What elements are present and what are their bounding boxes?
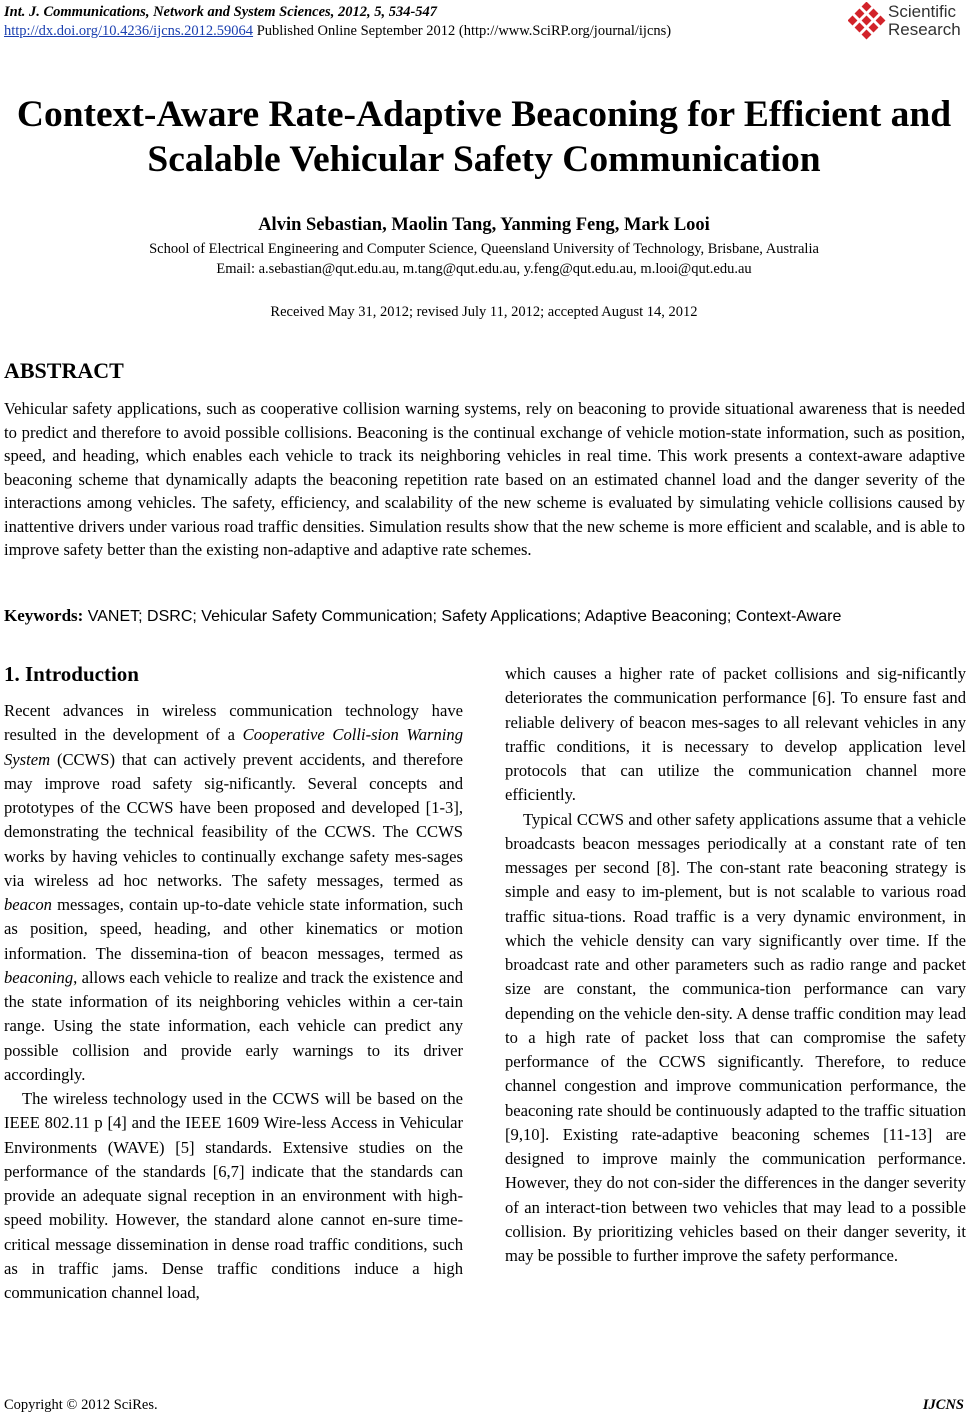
emphasis-beacon: beacon xyxy=(4,895,52,914)
doi-link[interactable]: http://dx.doi.org/10.4236/ijcns.2012.59064 xyxy=(4,23,254,39)
author-emails: Email: a.sebastian@qut.edu.au, m.tang@qut.edu.au, y.feng@qut.edu.au, m.looi@qut.edu.au xyxy=(216,261,752,277)
journal-volume: , 2012, 5, 534-547 xyxy=(330,4,438,20)
paper-title-line2: Scalable Vehicular Safety Communication xyxy=(147,139,821,180)
copyright: Copyright © 2012 SciRes. xyxy=(4,1397,158,1413)
logo-text-research: Research xyxy=(888,20,961,39)
authors: Alvin Sebastian, Maolin Tang, Yanming Feng, Mark Looi xyxy=(258,215,710,235)
right-column xyxy=(505,662,966,1268)
text-run: messages, contain up-to-date vehicle state information, such as position, speed, heading, and other kinematics or motion information. The dissemina-tion of beacon messages, termed as xyxy=(4,895,463,963)
emphasis-ccws: Cooperative Colli-sion Warning System xyxy=(4,725,463,769)
intro-paragraph-3: which causes a higher rate of packet collisions and sig-nificantly deteriorates the communication performance [6]. To ensure fast and reliable delivery of beacon mes-sages to all relevant vehicles in any traffic conditions, it is necessary to develop application level protocols that can utilize the communication channel more efficiently. xyxy=(505,664,966,805)
text-run: , allows each vehicle to realize and track the existence and the state information of its neighboring vehicles within a cer-tain range. Using the state information, each vehicle can predict any possible collision and provide early warnings to its driver accordingly. xyxy=(4,967,463,1084)
scientific-research-logo xyxy=(848,2,966,40)
publication-line xyxy=(4,21,671,41)
intro-paragraph-4: Typical CCWS and other safety applications assume that a vehicle broadcasts beacon messages periodically at a constant rate of ten messages per second [8]. The con-stant rate beaconing strategy is simple and easy to im-plement, but is not scalable to various road traffic situa-tions. Road traffic is a very dynamic environment, in which the vehicle density can vary significantly over time. If the broadcast rate and other parameters such as radio range and packet size are constant, the communica-tion performance can vary depending on the vehicle den-sity. A dense traffic condition may lead to a high rate of packet loss that can compromise the safety performance of the CCWS significantly. Therefore, to reduce channel congestion and improve communication performance, the beaconing rate should be continuously adapted to the traffic situation [9,10]. Existing rate-adaptive beaconing schemes [11-13] are designed to improve mainly the communication performance. However, they do not con-sider the differences in the danger severity of an interact-tion between two vehicles that may lead to a possible collision. By prioritizing vehicles based on their danger severity, it may be possible to further improve the safety performance. xyxy=(505,809,966,1265)
intro-paragraph-1 xyxy=(4,699,463,1087)
journal-abbreviation: IJCNS xyxy=(922,1397,964,1413)
abstract-heading: ABSTRACT xyxy=(4,358,124,383)
logo-text-scientific: Scientific xyxy=(888,2,957,21)
received-dates: Received May 31, 2012; revised July 11, 2012; accepted August 14, 2012 xyxy=(270,304,698,320)
text-run: (CCWS) that can actively prevent accidents, and therefore may improve road safety sig-nificantly. Several concepts and prototypes of the CCWS have been proposed and developed [1-3], demonstrating the technical feasibility of the CCWS. The CCWS works by having vehicles to continually exchange safety mes-sages via wireless ad hoc networks. The safety messages, termed as xyxy=(4,749,463,890)
keywords-list: VANET; DSRC; Vehicular Safety Communication; Safety Applications; Adaptive Beaconing; Context-Aware xyxy=(83,608,842,625)
affiliation: School of Electrical Engineering and Computer Science, Queensland University of Technology, Brisbane, Australia xyxy=(149,241,819,257)
abstract-text: Vehicular safety applications, such as cooperative collision warning systems, rely on beaconing to provide situational awareness that is needed to predict and therefore to avoid possible collisions. Beaconing is the continual exchange of vehicle motion-state information, such as position, speed, and heading, which enables each vehicle to track its neighboring vehicles in real time. This work presents a context-aware adaptive beaconing scheme that dynamically adapts the beaconing repetition rate based on an estimated channel load and the danger severity of the interactions among vehicles. The safety, efficiency, and scalability of the new scheme is evaluated by simulating vehicle collisions caused by inattentive drivers under various road traffic densities. Simulation results show that the new scheme is more efficient and scalable, and is able to improve safety better than the existing non-adaptive and adaptive rate schemes. xyxy=(4,399,965,559)
logo-diamond-icon xyxy=(848,2,886,40)
published-online: Published Online September 2012 (http://www.SciRP.org/journal/ijcns) xyxy=(253,23,672,39)
paper-title-line1: Context-Aware Rate-Adaptive Beaconing for Efficient and xyxy=(16,94,952,135)
journal-name: Int. J. Communications, Network and System Sciences xyxy=(4,4,331,20)
text-run: Recent advances in wireless communication technology have resulted in the development of a xyxy=(4,701,463,745)
emphasis-beaconing: beaconing xyxy=(4,967,74,987)
keywords xyxy=(4,604,965,629)
journal-citation xyxy=(4,2,437,22)
paper-title xyxy=(0,92,968,182)
keywords-label: Keywords: xyxy=(4,606,84,625)
left-column xyxy=(4,699,463,1305)
section-heading-introduction: 1. Introduction xyxy=(4,662,139,686)
intro-paragraph-2: The wireless technology used in the CCWS will be based on the IEEE 802.11 p [4] and the IEEE 1609 Wire-less Access in Vehicular Environments (WAVE) [5] standards. Extensive studies on the performance of the standards [6,7] indicate that the standards can provide an adequate signal reception in an environment with high-speed mobility. However, the standard alone cannot en-sure time-critical message dissemination in dense road traffic conditions, such as in traffic jams. Dense traffic conditions induce a high communication channel load, xyxy=(4,1089,463,1302)
